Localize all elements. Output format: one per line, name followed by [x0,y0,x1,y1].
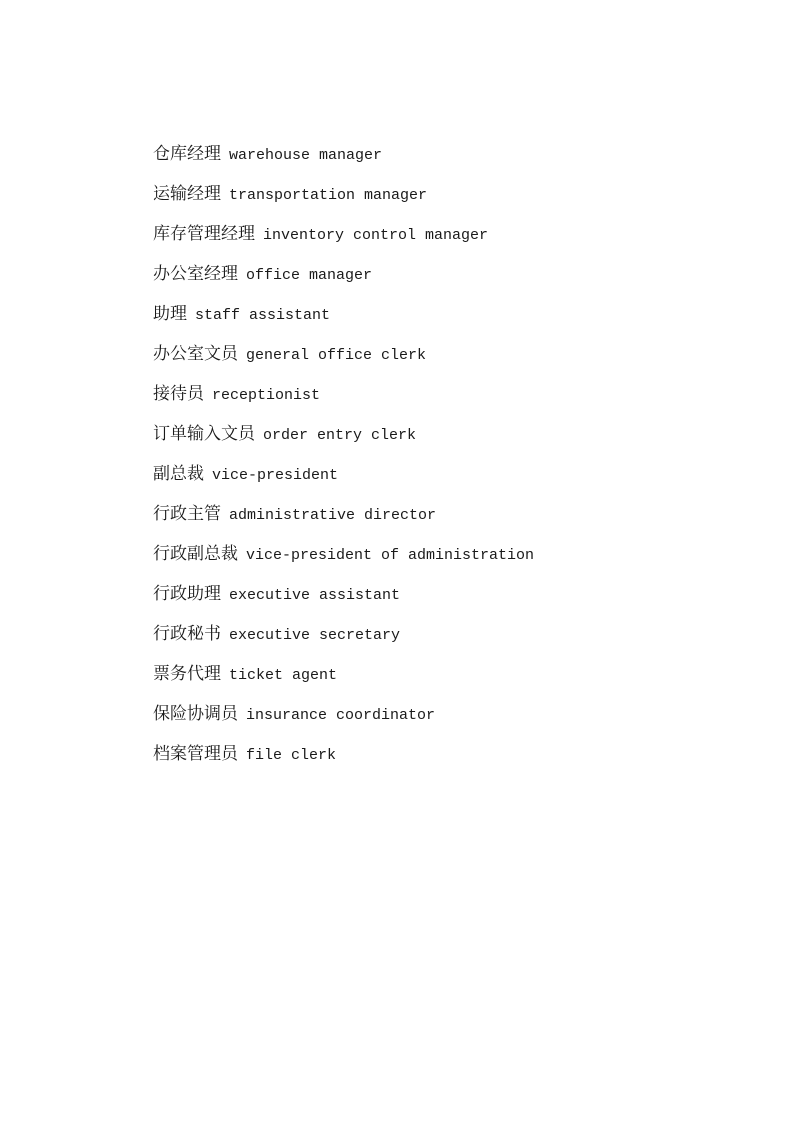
chinese-term: 票务代理 [153,664,221,684]
chinese-term: 助理 [153,304,187,324]
english-term: receptionist [212,387,321,404]
chinese-term: 副总裁 [153,464,204,484]
list-item [153,380,534,420]
list-item [153,460,534,500]
english-term: ticket agent [229,667,338,684]
chinese-term: 办公室文员 [153,344,238,364]
list-item [153,540,534,580]
chinese-term: 行政副总裁 [153,544,238,564]
chinese-term: 接待员 [153,384,204,404]
english-term: office manager [246,267,373,284]
english-term: order entry clerk [263,427,417,444]
job-title-list [153,140,534,780]
english-term: warehouse manager [229,147,383,164]
chinese-term: 仓库经理 [153,144,221,164]
list-item [153,180,534,220]
chinese-term: 行政主管 [153,504,221,524]
chinese-term: 行政助理 [153,584,221,604]
english-term: vice-president of administration [246,547,535,564]
english-term: administrative director [229,507,437,524]
chinese-term: 订单输入文员 [153,424,255,444]
chinese-term: 保险协调员 [153,704,238,724]
list-item [153,140,534,180]
english-term: vice-president [212,467,339,484]
english-term: transportation manager [229,187,428,204]
list-item [153,620,534,660]
english-term: general office clerk [246,347,427,364]
list-item [153,500,534,540]
chinese-term: 库存管理经理 [153,224,255,244]
list-item [153,260,534,300]
english-term: executive assistant [229,587,401,604]
list-item [153,340,534,380]
list-item [153,700,534,740]
list-item [153,420,534,460]
english-term: file clerk [246,747,337,764]
list-item [153,740,534,780]
chinese-term: 行政秘书 [153,624,221,644]
list-item [153,300,534,340]
english-term: insurance coordinator [246,707,436,724]
chinese-term: 档案管理员 [153,744,238,764]
chinese-term: 办公室经理 [153,264,238,284]
english-term: staff assistant [195,307,331,324]
english-term: inventory control manager [263,227,489,244]
list-item [153,220,534,260]
chinese-term: 运输经理 [153,184,221,204]
english-term: executive secretary [229,627,401,644]
list-item [153,580,534,620]
list-item [153,660,534,700]
